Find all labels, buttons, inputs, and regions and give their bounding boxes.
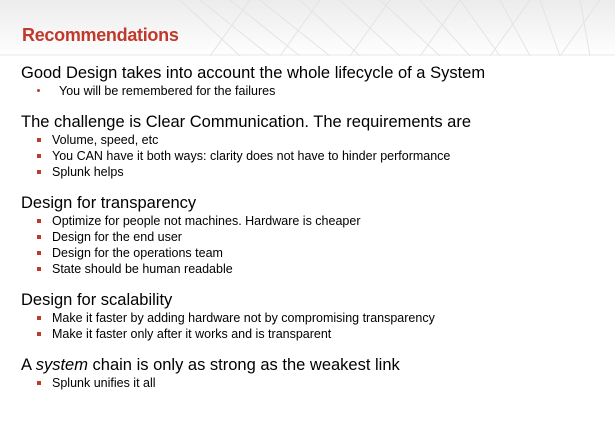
list-item: [21, 164, 611, 180]
spacer: [21, 180, 611, 194]
list-item: [21, 229, 611, 245]
list-item: [21, 310, 611, 326]
bullet-square-icon: [37, 251, 41, 255]
bullet-text: You CAN have it both ways: clarity does not have to hinder performance: [52, 149, 451, 163]
bullet-square-icon: [37, 381, 41, 385]
bullet-text: Make it faster only after it works and is transparent: [52, 327, 332, 341]
section-heading: The challenge is Clear Communication. The requirements are: [21, 113, 471, 131]
list-item: [21, 375, 611, 391]
bullet-square-icon: [37, 170, 41, 174]
bullet-text: Design for the end user: [52, 230, 182, 244]
list-item: [21, 148, 611, 164]
section-heading: [21, 356, 611, 375]
bullet-square-icon: [37, 154, 41, 158]
spacer: [21, 277, 611, 291]
bullet-square-icon: [37, 235, 41, 239]
bullet-text: Make it faster by adding hardware not by compromising transparency: [52, 311, 435, 325]
bullet-square-icon: [37, 267, 41, 271]
section-heading: Design for transparency: [21, 194, 197, 212]
heading-text-pre: A: [21, 356, 36, 374]
section-transparency: [21, 194, 611, 277]
bullet-list: [21, 83, 611, 99]
list-item: [21, 245, 611, 261]
spacer: [21, 99, 611, 113]
bullet-list: [21, 375, 611, 391]
bullet-square-icon: [37, 138, 41, 142]
bullet-square-icon: [37, 316, 41, 320]
section-communication: [21, 113, 611, 180]
header-band: [0, 0, 615, 56]
bullet-list: [21, 132, 611, 180]
list-item: [21, 326, 611, 342]
list-item: [21, 213, 611, 229]
list-item: [21, 132, 611, 148]
section-heading: Design for scalability: [21, 291, 173, 309]
section-lifecycle: [21, 64, 611, 99]
bullet-text: Design for the operations team: [52, 246, 223, 260]
list-item: [21, 261, 611, 277]
heading-emphasis: system: [35, 356, 88, 374]
bullet-text: You will be remembered for the failures: [59, 84, 276, 98]
bullet-square-icon: [37, 332, 41, 336]
bullet-text: Volume, speed, etc: [52, 133, 159, 147]
bullet-list: [21, 213, 611, 277]
list-item: [21, 83, 611, 99]
section-scalability: [21, 291, 611, 342]
bullet-text: Splunk unifies it all: [52, 376, 156, 390]
bullet-list: [21, 310, 611, 342]
section-weakest-link: [21, 356, 611, 391]
section-heading: Good Design takes into account the whole lifecycle of a System: [21, 64, 486, 82]
bullet-dot-icon: [37, 89, 40, 92]
bullet-text: State should be human readable: [52, 262, 233, 276]
bullet-square-icon: [37, 219, 41, 223]
heading-text-post: chain is only as strong as the weakest link: [87, 356, 400, 374]
bullet-text: Optimize for people not machines. Hardware is cheaper: [52, 214, 361, 228]
spacer: [21, 342, 611, 356]
slide-title: Recommendations: [22, 25, 179, 45]
bullet-text: Splunk helps: [52, 165, 124, 179]
slide-content: [21, 64, 611, 391]
